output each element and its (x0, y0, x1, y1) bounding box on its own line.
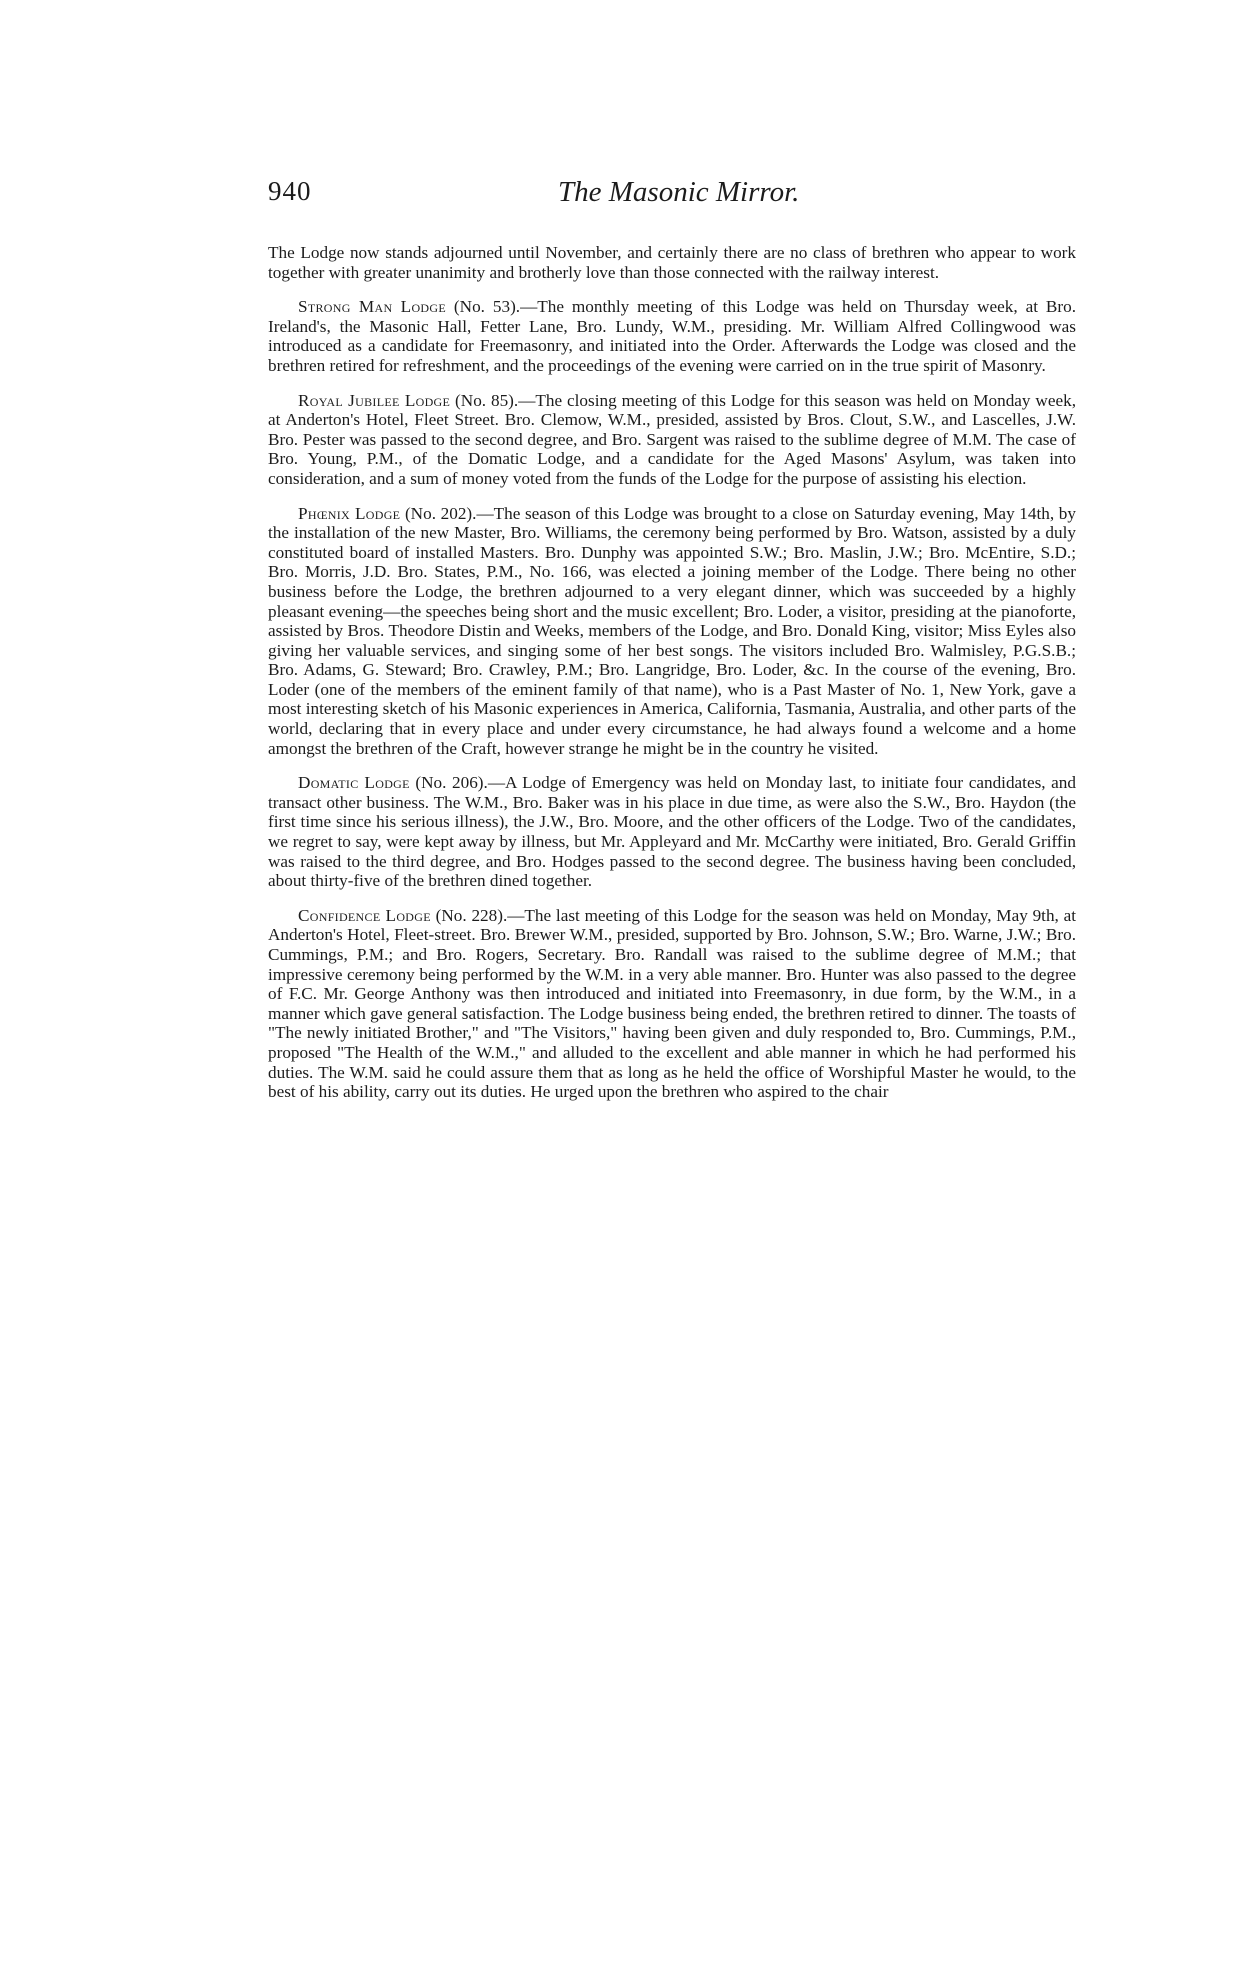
page-header (268, 176, 1078, 216)
paragraph-body: (No. 202).—The season of this Lodge was brought to a close on Saturday evening, May 14th, by the installation of the new Master, Bro. Williams, the ceremony being performed by Bro. Watson, assisted by a duly constituted board of installed Masters. Bro. Dunphy was appointed S.W.; Bro. Maslin, J.W.; Bro. McEntire, S.D.; Bro. Morris, J.D. Bro. States, P.M., No. 166, was elected a joining member of the Lodge. There being no other business before the Lodge, the brethren adjourned to a very elegant dinner, which was succeeded by a highly pleasant evening—the speeches being short and the music excellent; Bro. Loder, a visitor, presiding at the pianoforte, assisted by Bros. Theodore Distin and Weeks, members of the Lodge, and Bro. Donald King, visitor; Miss Eyles also giving her valuable services, and singing some of her best songs. The visitors included Bro. Walmisley, P.G.S.B.; Bro. Adams, G. Steward; Bro. Crawley, P.M.; Bro. Langridge, Bro. Loder, &c. In the course of the evening, Bro. Loder (one of the members of the eminent family of that name), who is a Past Master of No. 1, New York, gave a most interesting sketch of his Masonic experiences in America, California, Tasmania, Australia, and other parts of the world, declaring that in every place and under every circumstance, he had always found a welcome and a home amongst the brethren of the Craft, however strange he might be in the country he visited. (268, 503, 1076, 758)
paragraph-strong-man-lodge (268, 297, 1076, 375)
paragraph-confidence-lodge (268, 906, 1076, 1102)
paragraph-body: (No. 206).—A Lodge of Emergency was held on Monday last, to initiate four candidates, and transact other business. The W.M., Bro. Baker was in his place in due time, as were also the S.W., Bro. Haydon (the first time since his serious illness), the J.W., Bro. Moore, and the other officers of the Lodge. Two of the candidates, we regret to say, were kept away by illness, but Mr. Appleyard and Mr. McCarthy were initiated, Bro. Gerald Griffin was raised to the third degree, and Bro. Hodges passed to the second degree. The business having been concluded, about thirty-five of the brethren dined together. (268, 773, 1076, 891)
paragraph-body: (No. 53).—The monthly meeting of this Lodge was held on Thursday week, at Bro. Ireland's, the Masonic Hall, Fetter Lane, Bro. Lundy, W.M., presiding. Mr. William Alfred Collingwood was introduced as a candidate for Freemasonry, and initiated into the Order. Afterwards the Lodge was closed and the brethren retired for refreshment, and the proceedings of the evening were carried on in the true spirit of Masonry. (268, 297, 1077, 375)
paragraph-royal-jubilee-lodge (268, 391, 1076, 489)
article-text (268, 243, 1076, 1102)
lodge-name: Strong Man Lodge (298, 297, 446, 317)
page-number: 940 (268, 176, 312, 206)
lodge-name: Confidence Lodge (298, 905, 431, 925)
paragraph-body: The Lodge now stands adjourned until November, and certainly there are no class of brethren who appear to work together with greater unanimity and brotherly love than those connected with the railway interest. (268, 243, 1076, 282)
paragraph-body: (No. 228).—The last meeting of this Lodge for the season was held on Monday, May 9th, at Anderton's Hotel, Fleet-street. Bro. Brewer W.M., presided, supported by Bro. Johnson, S.W.; Bro. Warne, J.W.; Bro. Cummings, P.M.; and Bro. Rogers, Secretary. Bro. Randall was raised to the sublime degree of M.M.; that impressive ceremony being performed by the W.M. in a very able manner. Bro. Hunter was also passed to the degree of F.C. Mr. George Anthony was then introduced and initiated into Freemasonry, in due form, by the W.M., in a manner which gave general satisfaction. The Lodge business being ended, the brethren retired to dinner. The toasts of "The newly initiated Brother," and "The Visitors," having been given and duly responded to, Bro. Cummings, P.M., proposed "The Health of the W.M.," and alluded to the excellent and able manner in which he had performed his duties. The W.M. said he could assure them that as long as he held the office of Worshipful Master he would, to the best of his ability, carry out its duties. He urged upon the brethren who aspired to the chair (268, 905, 1077, 1102)
paragraph-domatic-lodge (268, 773, 1076, 891)
lodge-name: Royal Jubilee Lodge (298, 390, 451, 410)
paragraph-railway-lodge-conclusion (268, 243, 1076, 282)
paragraph-phoenix-lodge (268, 504, 1076, 759)
paragraph-body: (No. 85).—The closing meeting of this Lodge for this season was held on Monday week, at Anderton's Hotel, Fleet Street. Bro. Clemow, W.M., presided, assisted by Bros. Clout, S.W., and Lascelles, J.W. Bro. Pester was passed to the second degree, and Bro. Sargent was raised to the sublime degree of M.M. The case of Bro. Young, P.M., of the Domatic Lodge, and a candidate for the Aged Masons' Asylum, was taken into consideration, and a sum of money voted from the funds of the Lodge for the purpose of assisting his election. (268, 390, 1076, 488)
lodge-name: Domatic Lodge (298, 773, 410, 793)
running-title: The Masonic Mirror. (558, 176, 800, 208)
lodge-name: Phœnix Lodge (298, 503, 401, 523)
